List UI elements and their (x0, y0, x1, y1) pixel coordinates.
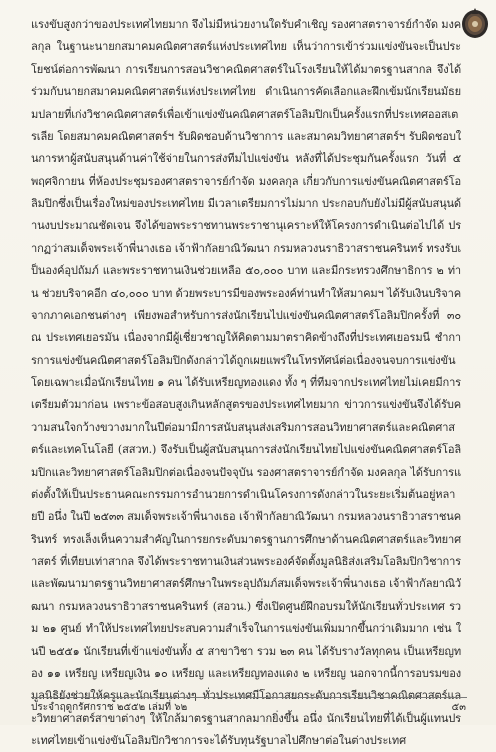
journal-citation: ประจำฤดูกรัศกราช ๒๕๕๒ เล่มที่ ๖๒ (31, 702, 188, 713)
body-text (31, 14, 461, 752)
institution-seal-icon (460, 6, 490, 40)
footer-divider (31, 697, 467, 698)
body-paragraph: แรงขับสูงกว่าของประเทศไทยมาก จึงไม่มีหน่วยงานใดรับคำเชิญ รองศาสตราจารย์กำจัด มงคลกุล ในฐานะนายกสมาคมคณิตศาสตร์แห่งประเทศไทย เห็นว่าการเข้าร่วมแข่งขันจะเป็นประโยชน์ต่อการพัฒนา การเรียนการสอนวิชาคณิตศาสตร์ในโรงเรียนให้ได้มาตรฐานสากล จึงได้ร่วมกับนายกสมาคมคณิตศาสตร์แห่งประเทศไทย ดำเนินการคัดเลือกและฝึกเข้มนักเรียนมัธยมปลายที่เก่งวิชาคณิตศาสตร์เพื่อเข้าแข่งขันคณิตศาสตร์โอลิมปิกเป็นครั้งแรกที่ประเทศออสเตรเลีย โดยสมาคมคณิตศาสตร์ฯ รับผิดชอบด้านวิชาการ และสมาคมวิทยาศาสตร์ฯ รับผิดชอบในการหาผู้สนับสนุนด้านค่าใช้จ่ายในการส่งทีมไปแข่งขัน หลังที่ได้ประชุมกันครั้งแรก วันที่ ๕ พฤศจิกายน ที่ห้องประชุมรองศาสตราจารย์กำจัด มงคลกุล เกี่ยวกับการแข่งขันคณิตศาสตร์โอลิมปิกซึ่งเป็นเรื่องใหม่ของประเทศไทย มีเวลาเตรียมการไม่มาก ประกอบกับยังไม่มีผู้สนับสนุนด้านงบประมาณชัดเจน จึงได้ขอพระราชทานพระราชานุเคราะห์ให้โครงการดำเนินต่อไปได้ ปรากฏว่าสมเด็จพระเจ้าพี่นางเธอ เจ้าฟ้ากัลยาณิวัฒนา กรมหลวงนราธิวาสราชนครินทร์ ทรงรับเป็นองค์อุปถัมภ์ และพระราชทานเงินช่วยเหลือ ๕๐,๐๐๐ บาท และมีกระทรวงศึกษาธิการ ๒ ท่าน ช่วยบริจาคอีก ๔๐,๐๐๐ บาท ด้วยพระบารมีของพระองค์ท่านทำให้สมาคมฯ ได้รับเงินบริจาคจากภาคเอกชนต่างๆ เพียงพอสำหรับการส่งนักเรียนไปแข่งขันคณิตศาสตร์โอลิมปิกครั้งที่ ๓๐ ณ ประเทศเยอรมัน เนื่องจากมีผู้เชี่ยวชาญให้คิดตามมาตราคิดข้างถึงที่ประเทศเยอรมนี ชำการการแข่งขันคณิตศาสตร์โอลิมปิกดังกล่าวได้ถูกเผยแพร่ในโทรทัศน์ต่อเนื่องจนจบการแข่งขัน โดยเฉพาะเมื่อนักเรียนไทย ๑ คน ได้รับเหรียญทองแดง ทั้ง ๆ ที่ทีมจากประเทศไทยไม่เคยมีการเตรียมตัวมาก่อน เพราะข้อสอบสูงเกินหลักสูตรของประเทศไทยมาก ข่าวการแข่งขันจึงได้รับความสนใจกว้างขวางมากในปีต่อมามีการสนับสนุนส่งเสริมการสอนวิทยาศาสตร์และคณิตศาสตร์และเทคโนโลยี (สสวท.) จึงรับเป็นผู้สนับสนุนการส่งนักเรียนไทยไปแข่งขันคณิตศาสตร์โอลิมปิกและวิทยาศาสตร์โอลิมปิกต่อเนื่องจนปัจจุบัน รองศาสตราจารย์กำจัด มงคลกุล ได้รับการแต่งตั้งให้เป็นประธานคณะกรรมการอำนวยการดำเนินโครงการดังกล่าวในระยะเริ่มต้นอยู่หลายปี อนึ่ง ในปี ๒๕๓๓ สมเด็จพระเจ้าพี่นางเธอ เจ้าฟ้ากัลยาณิวัฒนา กรมหลวงนราธิวาสราชนครินทร์ ทรงเล็งเห็นความสำคัญในการยกระดับมาตรฐานการศึกษาด้านคณิตศาสตร์และวิทยาศาสตร์ ที่เทียบเท่าสากล จึงได้พระราชทานเงินส่วนพระองค์จัดตั้งมูลนิธิส่งเสริมโอลิมปิกวิชาการและพัฒนามาตรฐานวิทยาศาสตร์ศึกษาในพระอุปถัมภ์สมเด็จพระเจ้าพี่นางเธอ เจ้าฟ้ากัลยาณิวัฒนา กรมหลวงนราธิวาสราชนครินทร์ (สอวน.) ซึ่งเปิดศูนย์ฝึกอบรมให้นักเรียนทั่วประเทศ รวม ๒๑ ศูนย์ ทำให้ประเทศไทยประสบความสำเร็จในการแข่งขันเพิ่มมากขึ้นกว่าเดิมมาก เช่น ในปี ๒๕๕๑ นักเรียนที่เข้าแข่งขันทั้ง ๕ สาขาวิชา รวม ๒๓ คน ได้รับรางวัลทุกคน เป็นเหรียญทอง ๑๑ เหรียญ เหรียญเงิน ๑๐ เหรียญ และเหรียญทองแดง ๒ เหรียญ นอกจากนี้การอบรมของมูลนิธิยังช่วยให้ครูและนักเรียนต่างๆ ทั่วประเทศมีโอกาสยกระดับการเรียนวิชาคณิตศาสตร์และวิทยาศาสตร์สาขาต่างๆ ให้ใกล้มาตรฐานสากลมากยิ่งขึ้น อนึ่ง นักเรียนไทยที่ได้เป็นผู้แทนประเทศไทยเข้าแข่งขันโอลิมปิกวิชาการจะได้รับทุนรัฐบาลไปศึกษาต่อในต่างประเทศ (31, 18, 461, 747)
page-number: ๕๓ (451, 702, 466, 713)
